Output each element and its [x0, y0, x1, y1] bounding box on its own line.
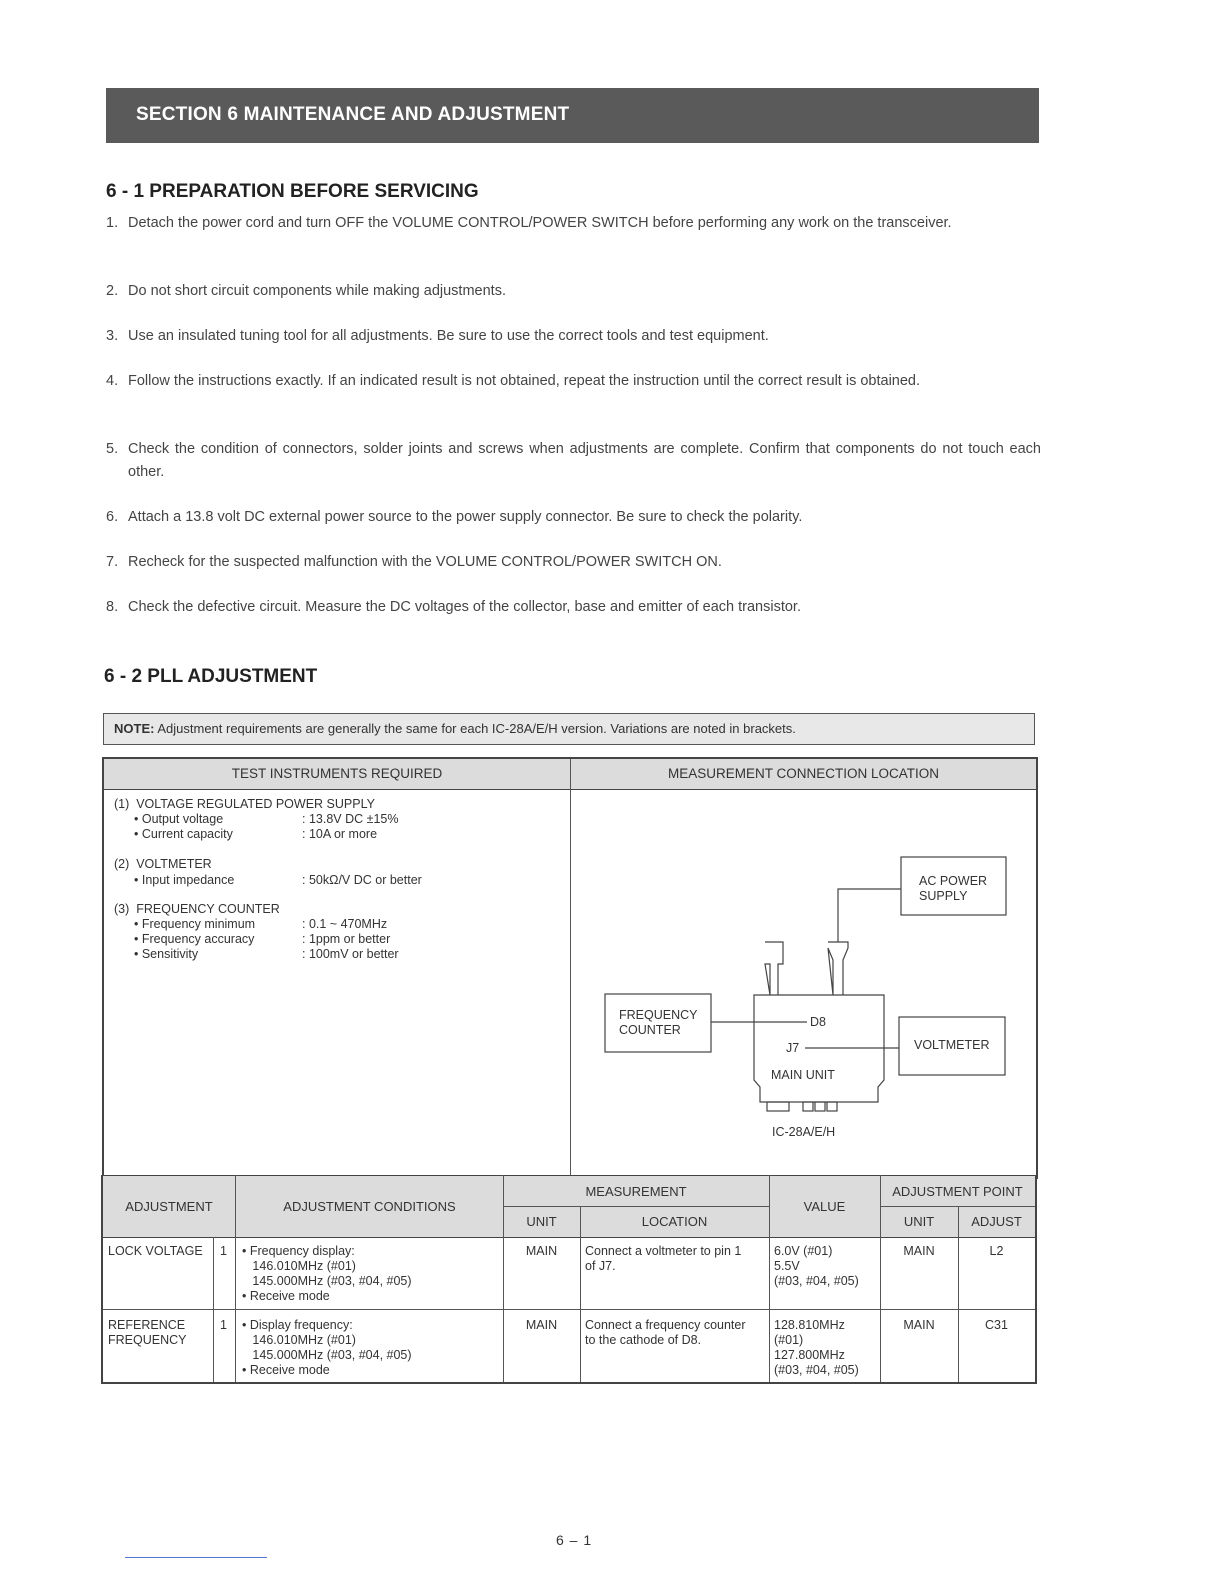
freq-counter-label-2: COUNTER [619, 1023, 681, 1037]
instrument-group-title: (2) VOLTMETER [114, 857, 212, 871]
ac-power-label-2: SUPPLY [919, 889, 968, 903]
table-row-conditions: • Display frequency: 146.010MHz (#01) 145.000MHz (#03, #04, #05) • Receive mode [242, 1318, 412, 1377]
heading-preparation: 6 - 1 PREPARATION BEFORE SERVICING [106, 181, 479, 202]
header-ap-adjust: ADJUST [971, 1214, 1022, 1229]
instruments-header: TEST INSTRUMENTS REQUIRED [104, 759, 570, 790]
list-item: 7. Recheck for the suspected malfunction with the VOLUME CONTROL/POWER SWITCH ON. [106, 554, 722, 570]
header-ap-unit: UNIT [903, 1214, 935, 1229]
ac-power-label-1: AC POWER [919, 874, 988, 888]
list-item: 5. Check the condition of connectors, solder joints and screws when adjustments are complete. Confirm that components do not touch each other. [106, 441, 1041, 480]
table-row-location: Connect a voltmeter to pin 1 of J7. [585, 1244, 742, 1273]
page-number: 6 – 1 [556, 1532, 593, 1548]
table-row-conditions: • Frequency display: 146.010MHz (#01) 145.000MHz (#03, #04, #05) • Receive mode [242, 1244, 412, 1303]
list-item: 8. Check the defective circuit. Measure the DC voltages of the collector, base and emitter of each transistor. [106, 599, 801, 615]
table-row-value: 128.810MHz (#01) 127.800MHz (#03, #04, #05) [774, 1318, 859, 1377]
note-text: Adjustment requirements are generally the same for each IC-28A/E/H version. Variations are noted in brackets. [157, 721, 796, 736]
list-item: 1. Detach the power cord and turn OFF the VOLUME CONTROL/POWER SWITCH before performing any work on the transceiver. [106, 215, 952, 231]
instruments-table: TEST INSTRUMENTS REQUIRED MEASUREMENT CONNECTION LOCATION (1) VOLTAGE REGULATED POWER SUPPLY • Output voltage : 13.8V DC ±15% • Current capacity : 10A or more (2) VOLTMETER • Input impedance : 50kΩ/V DC or better (3) FREQUENCY COUNTER • Frequency minimum : 0.1 ~ 470MHz • Frequency accuracy : 1ppm or better • Sensitivity : 100mV or better AC POWER SUPPLY FREQUENCY COUNTER VOLTMETER D8 J7 MAIN UNIT IC-28A/E/H [102, 757, 1038, 1179]
note-label: NOTE: [114, 721, 155, 736]
section-banner [106, 88, 1039, 143]
list-item: 2. Do not short circuit components while making adjustments. [106, 283, 506, 299]
table-row-value: 6.0V (#01) 5.5V (#03, #04, #05) [774, 1244, 859, 1288]
table-row-name: LOCK VOLTAGE [108, 1244, 203, 1258]
table-row-ap-adjust: L2 [989, 1244, 1004, 1258]
instrument-group-title: (1) VOLTAGE REGULATED POWER SUPPLY [114, 797, 375, 811]
header-conditions: ADJUSTMENT CONDITIONS [283, 1199, 456, 1214]
table-row-ap-unit: MAIN [903, 1244, 935, 1258]
table-row-unit: MAIN [525, 1318, 558, 1332]
table-row-ap-adjust: C31 [985, 1318, 1008, 1332]
table-row-ap-unit: MAIN [903, 1318, 935, 1332]
table-row-step: 1 [220, 1244, 227, 1258]
list-item: 4. Follow the instructions exactly. If an indicated result is not obtained, repeat the instruction until the correct result is obtained. [106, 373, 921, 389]
table-row-name: REFERENCE FREQUENCY [108, 1318, 187, 1347]
d8-label: D8 [810, 1015, 826, 1029]
header-location: LOCATION [641, 1214, 708, 1229]
header-adjustment-point: ADJUSTMENT POINT [892, 1184, 1023, 1199]
list-item: 6. Attach a 13.8 volt DC external power source to the power supply connector. Be sure to check the polarity. [106, 509, 803, 525]
connection-diagram [571, 790, 1036, 1177]
instrument-group-title: (3) FREQUENCY COUNTER [114, 902, 280, 916]
heading-pll-adjustment: 6 - 2 PLL ADJUSTMENT [104, 666, 318, 687]
header-measurement: MEASUREMENT [585, 1184, 687, 1199]
note-box [103, 713, 1035, 745]
table-row-unit: MAIN [525, 1244, 558, 1258]
header-value: VALUE [803, 1199, 846, 1214]
table-row-location: Connect a frequency counter to the cathode of D8. [585, 1318, 746, 1347]
list-item: 3. Use an insulated tuning tool for all adjustments. Be sure to use the correct tools and test equipment. [106, 328, 769, 344]
table-row-step: 1 [220, 1318, 227, 1332]
j7-label: J7 [786, 1041, 800, 1055]
section-title: SECTION 6 MAINTENANCE AND ADJUSTMENT [136, 104, 570, 125]
connection-header: MEASUREMENT CONNECTION LOCATION [571, 759, 1036, 790]
voltmeter-label: VOLTMETER [914, 1038, 990, 1052]
main-unit-label: MAIN UNIT [771, 1068, 835, 1082]
header-adjustment: ADJUSTMENT [125, 1199, 213, 1214]
model-label: IC-28A/E/H [772, 1125, 836, 1139]
adjustment-table [101, 1175, 1037, 1384]
footer-rule [125, 1557, 267, 1558]
header-unit: UNIT [526, 1214, 557, 1229]
freq-counter-label-1: FREQUENCY [619, 1008, 698, 1022]
